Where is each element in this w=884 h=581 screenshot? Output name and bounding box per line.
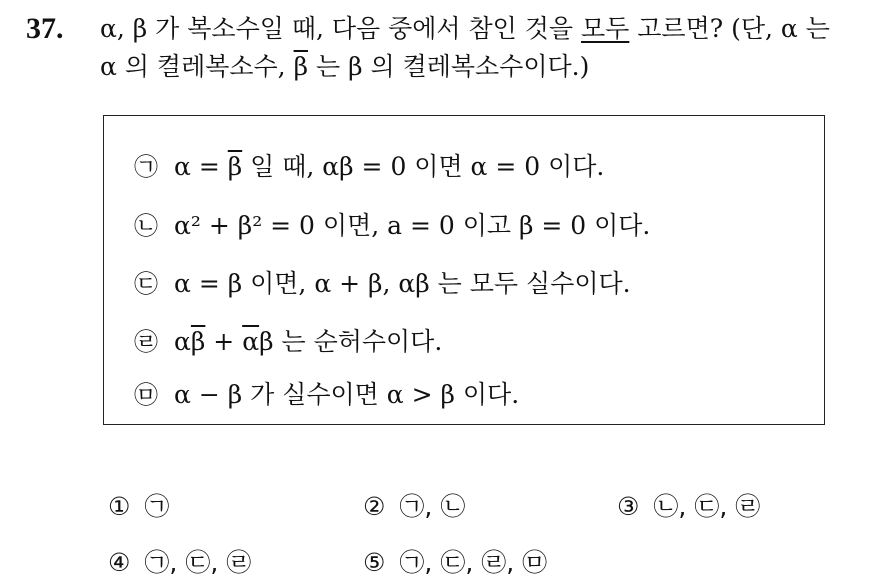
statement-marker: ㉤ [134,381,158,409]
answer-choice-5[interactable] [363,545,547,581]
choice-value: ㉠ [144,492,170,521]
choice-value: ㉠, ㉢, ㉣ [144,548,252,577]
statement-text: α − β 가 실수이면 α > β 이다. [174,380,520,409]
answer-choice-3[interactable] [617,489,760,525]
choice-number: ⑤ [363,548,386,577]
statement-text: α [174,327,191,356]
question-text: α, β 가 복소수일 때, 다음 중에서 참인 것을 [100,14,582,43]
statement-4 [134,324,442,360]
statement-2 [134,208,650,244]
choice-number: ③ [617,492,640,521]
conjugate-symbol: $\overline{\beta}$ [227,152,243,181]
answer-choice-4[interactable] [108,545,251,581]
statement-text: α = [174,152,228,181]
conjugate-symbol: $\overline{\alpha}$ [242,327,260,356]
choice-number: ① [108,492,131,521]
statement-marker: ㉣ [134,328,158,356]
statement-marker: ㉢ [134,270,158,298]
statement-5 [134,377,519,413]
question-line-1 [100,10,870,48]
conjugate-symbol: $\overline{\beta}$ [293,52,309,81]
underlined-keyword: 모두 [581,14,630,43]
question-text: α 의 켤레복소수, [100,52,294,81]
statement-marker: ㉠ [134,153,158,181]
statement-box [103,115,825,425]
choice-value: ㉠, ㉢, ㉣, ㉤ [399,548,548,577]
answer-choice-1[interactable] [108,489,169,525]
statement-text: α² + β² = 0 이면, a = 0 이고 β = 0 이다. [174,211,651,240]
statement-text: β 는 순허수이다. [259,327,443,356]
statement-3 [134,266,631,302]
choice-value: ㉡, ㉢, ㉣ [653,492,761,521]
question-line-2 [100,48,870,86]
statement-text: 일 때, αβ = 0 이면 α = 0 이다. [242,152,605,181]
statement-text: α = β 이면, α + β, αβ 는 모두 실수이다. [174,269,631,298]
question-text: 는 β 의 켤레복소수이다.) [308,52,590,81]
statement-marker: ㉡ [134,212,158,240]
question-stem [100,10,870,86]
conjugate-symbol: $\overline{\beta}$ [190,327,206,356]
question-number: 37. [26,12,64,45]
choice-number: ④ [108,548,131,577]
answer-choice-2[interactable] [363,489,465,525]
statement-1 [134,149,604,185]
question-text: 고르면? (단, α 는 [629,14,830,43]
choice-value: ㉠, ㉡ [399,492,466,521]
choice-number: ② [363,492,386,521]
statement-text: + [205,327,243,356]
